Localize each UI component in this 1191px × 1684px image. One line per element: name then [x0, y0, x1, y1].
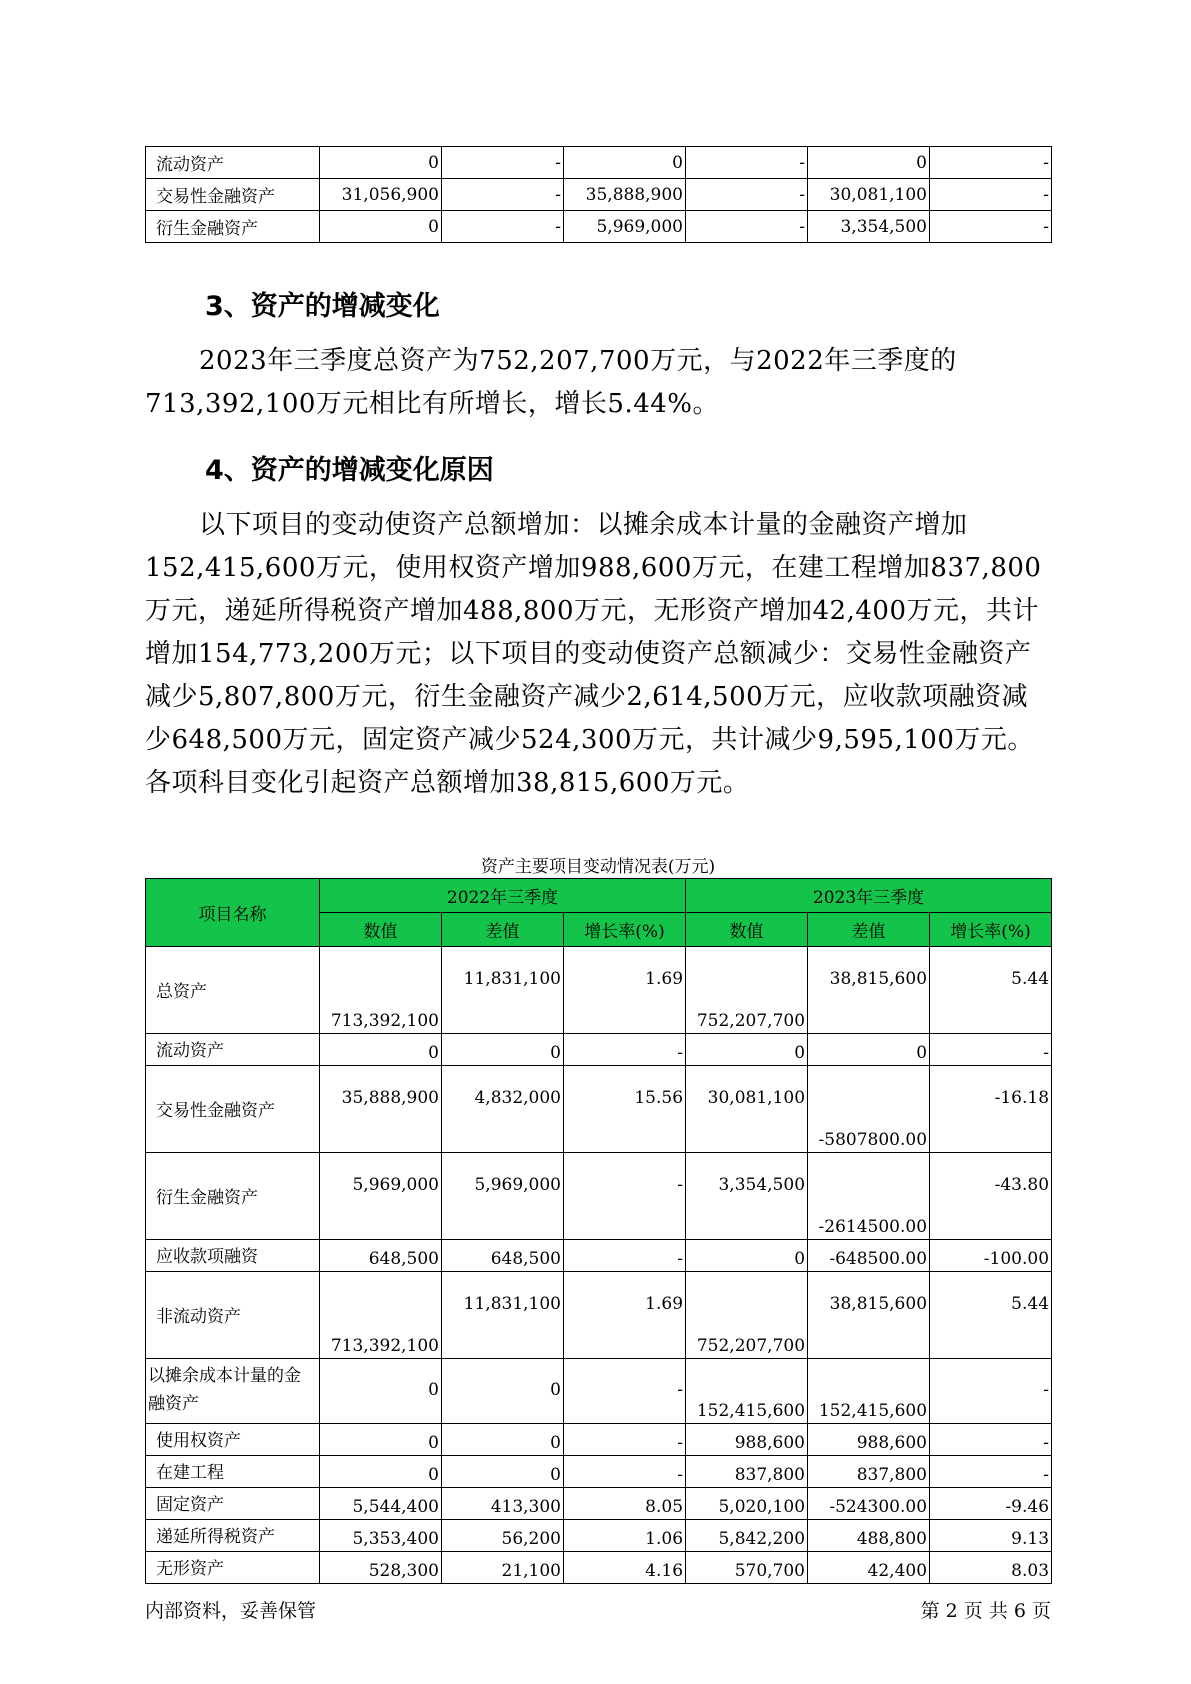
cell: 9.13: [930, 1520, 1052, 1552]
cell: -648500.00: [808, 1240, 930, 1272]
cell: 1.69: [564, 947, 686, 1034]
cell: 837,800: [686, 1456, 808, 1488]
cell: 713,392,100: [320, 1272, 442, 1359]
section-paragraph: 以下项目的变动使资产总额增加：以摊余成本计量的金融资产增加152,415,600万元，使用权资产增加988,600万元，在建工程增加837,800万元，递延所得税资产增加488,800万元，无形资产增加42,400万元，共计增加154,773,200万元；以下项目的变动使资产总额减少：交易性金融资产减少5,807,800万元，衍生金融资产减少2,614,500万元，应收款项融资减少648,500万元，固定资产减少524,300万元，共计减少9,595,100万元。各项科目变化引起资产总额增加38,815,600万元。: [145, 510, 1042, 798]
header-value: 数值: [686, 913, 808, 947]
section-paragraph: 2023年三季度总资产为752,207,700万元，与2022年三季度的713,392,100万元相比有所增长，增长5.44%。: [145, 346, 957, 419]
cell: -: [564, 1456, 686, 1488]
cell: 152,415,600: [808, 1359, 930, 1424]
cell: 35,888,900: [564, 179, 686, 211]
table-row: [146, 211, 1052, 243]
cell: 5,969,000: [442, 1153, 564, 1240]
cell: 713,392,100: [320, 947, 442, 1034]
footer-confidential-note: 内部资料，妥善保管: [145, 1600, 317, 1622]
cell: 56,200: [442, 1520, 564, 1552]
cell: 988,600: [686, 1424, 808, 1456]
row-label: 使用权资产: [146, 1424, 320, 1456]
cell: 38,815,600: [808, 1272, 930, 1359]
row-label: 固定资产: [146, 1488, 320, 1520]
table-row: [146, 947, 1052, 1034]
table-row: [146, 147, 1052, 179]
cell: 1.69: [564, 1272, 686, 1359]
table-row: [146, 1488, 1052, 1520]
cell: 5,353,400: [320, 1520, 442, 1552]
cell: 648,500: [320, 1240, 442, 1272]
header-value: 数值: [320, 913, 442, 947]
table-row: [146, 1034, 1052, 1066]
table-row: [146, 1552, 1052, 1584]
cell: 988,600: [808, 1424, 930, 1456]
section-heading: 3、资产的增减变化: [205, 291, 440, 322]
header-rate: 增长率(%): [564, 913, 686, 947]
cell: 42,400: [808, 1552, 930, 1584]
cell: 5.44: [930, 1272, 1052, 1359]
table-row: [146, 179, 1052, 211]
cell: 752,207,700: [686, 1272, 808, 1359]
cell: 152,415,600: [686, 1359, 808, 1424]
cell: 5,969,000: [564, 211, 686, 243]
cell: -: [930, 1424, 1052, 1456]
cell: 15.56: [564, 1066, 686, 1153]
header-rate: 增长率(%): [930, 913, 1052, 947]
cell: 5.44: [930, 947, 1052, 1034]
cell: 4,832,000: [442, 1066, 564, 1153]
footer-page-number: 第 2 页 共 6 页: [920, 1600, 1051, 1622]
cell: 488,800: [808, 1520, 930, 1552]
cell: -524300.00: [808, 1488, 930, 1520]
cell: 31,056,900: [320, 179, 442, 211]
cell: 528,300: [320, 1552, 442, 1584]
row-label: 递延所得税资产: [146, 1520, 320, 1552]
cell: 38,815,600: [808, 947, 930, 1034]
cell: -43.80: [930, 1153, 1052, 1240]
row-label: 无形资产: [146, 1552, 320, 1584]
table-row: [146, 1520, 1052, 1552]
table-row: [146, 1153, 1052, 1240]
row-label: 衍生金融资产: [146, 211, 320, 243]
row-label: 流动资产: [146, 147, 320, 179]
cell: -2614500.00: [808, 1153, 930, 1240]
cell: -: [930, 147, 1052, 179]
cell: 11,831,100: [442, 1272, 564, 1359]
cell: -: [930, 1359, 1052, 1424]
table-row: [146, 1240, 1052, 1272]
cell: 1.06: [564, 1520, 686, 1552]
cell: -: [442, 179, 564, 211]
cell: -: [686, 211, 808, 243]
cell: 0: [686, 1034, 808, 1066]
row-label: 在建工程: [146, 1456, 320, 1488]
row-label: 非流动资产: [146, 1272, 320, 1359]
cell: -: [930, 179, 1052, 211]
row-label: 交易性金融资产: [146, 1066, 320, 1153]
row-label: 衍生金融资产: [146, 1153, 320, 1240]
row-label: 应收款项融资: [146, 1240, 320, 1272]
cell: 5,969,000: [320, 1153, 442, 1240]
cell: -100.00: [930, 1240, 1052, 1272]
cell: -: [930, 1456, 1052, 1488]
row-label: 流动资产: [146, 1034, 320, 1066]
cell: 21,100: [442, 1552, 564, 1584]
header-row: [146, 879, 1052, 913]
cell: -: [564, 1153, 686, 1240]
cell: 30,081,100: [808, 179, 930, 211]
cell: -: [930, 211, 1052, 243]
cell: 648,500: [442, 1240, 564, 1272]
asset-change-table: [145, 878, 1052, 1584]
cell: 413,300: [442, 1488, 564, 1520]
row-label: 交易性金融资产: [146, 179, 320, 211]
cell: 570,700: [686, 1552, 808, 1584]
cell: 0: [320, 211, 442, 243]
cell: -5807800.00: [808, 1066, 930, 1153]
cell: -: [564, 1424, 686, 1456]
cell: -: [564, 1240, 686, 1272]
cell: 35,888,900: [320, 1066, 442, 1153]
cell: -: [564, 1359, 686, 1424]
cell: 30,081,100: [686, 1066, 808, 1153]
cell: 11,831,100: [442, 947, 564, 1034]
cell: 0: [808, 1034, 930, 1066]
cell: 752,207,700: [686, 947, 808, 1034]
cell: -9.46: [930, 1488, 1052, 1520]
cell: 0: [320, 1359, 442, 1424]
header-item: 项目名称: [146, 879, 320, 947]
cell: 5,020,100: [686, 1488, 808, 1520]
cell: 0: [564, 147, 686, 179]
top-partial-table: [145, 146, 1052, 243]
row-label: 以摊余成本计量的金融资产: [146, 1359, 320, 1424]
header-diff: 差值: [808, 913, 930, 947]
cell: -: [686, 147, 808, 179]
cell: 4.16: [564, 1552, 686, 1584]
header-period-2022: 2022年三季度: [320, 879, 686, 913]
cell: 0: [442, 1359, 564, 1424]
table-caption: 资产主要项目变动情况表(万元): [480, 857, 716, 877]
cell: -: [442, 147, 564, 179]
cell: 837,800: [808, 1456, 930, 1488]
cell: -: [442, 211, 564, 243]
table-row: [146, 1424, 1052, 1456]
header-diff: 差值: [442, 913, 564, 947]
cell: 0: [808, 147, 930, 179]
cell: -: [564, 1034, 686, 1066]
cell: 8.03: [930, 1552, 1052, 1584]
cell: 0: [320, 147, 442, 179]
cell: 0: [442, 1424, 564, 1456]
cell: 0: [442, 1456, 564, 1488]
cell: 8.05: [564, 1488, 686, 1520]
cell: 0: [686, 1240, 808, 1272]
table-row: [146, 1456, 1052, 1488]
cell: -16.18: [930, 1066, 1052, 1153]
cell: 5,544,400: [320, 1488, 442, 1520]
cell: -: [686, 179, 808, 211]
section-heading: 4、资产的增减变化原因: [205, 455, 494, 486]
cell: 3,354,500: [808, 211, 930, 243]
table-row: [146, 1359, 1052, 1424]
cell: 5,842,200: [686, 1520, 808, 1552]
cell: 3,354,500: [686, 1153, 808, 1240]
cell: 0: [320, 1456, 442, 1488]
cell: -: [930, 1034, 1052, 1066]
cell: 0: [442, 1034, 564, 1066]
table-row: [146, 1272, 1052, 1359]
cell: 0: [320, 1034, 442, 1066]
header-period-2023: 2023年三季度: [686, 879, 1052, 913]
row-label: 总资产: [146, 947, 320, 1034]
cell: 0: [320, 1424, 442, 1456]
table-row: [146, 1066, 1052, 1153]
